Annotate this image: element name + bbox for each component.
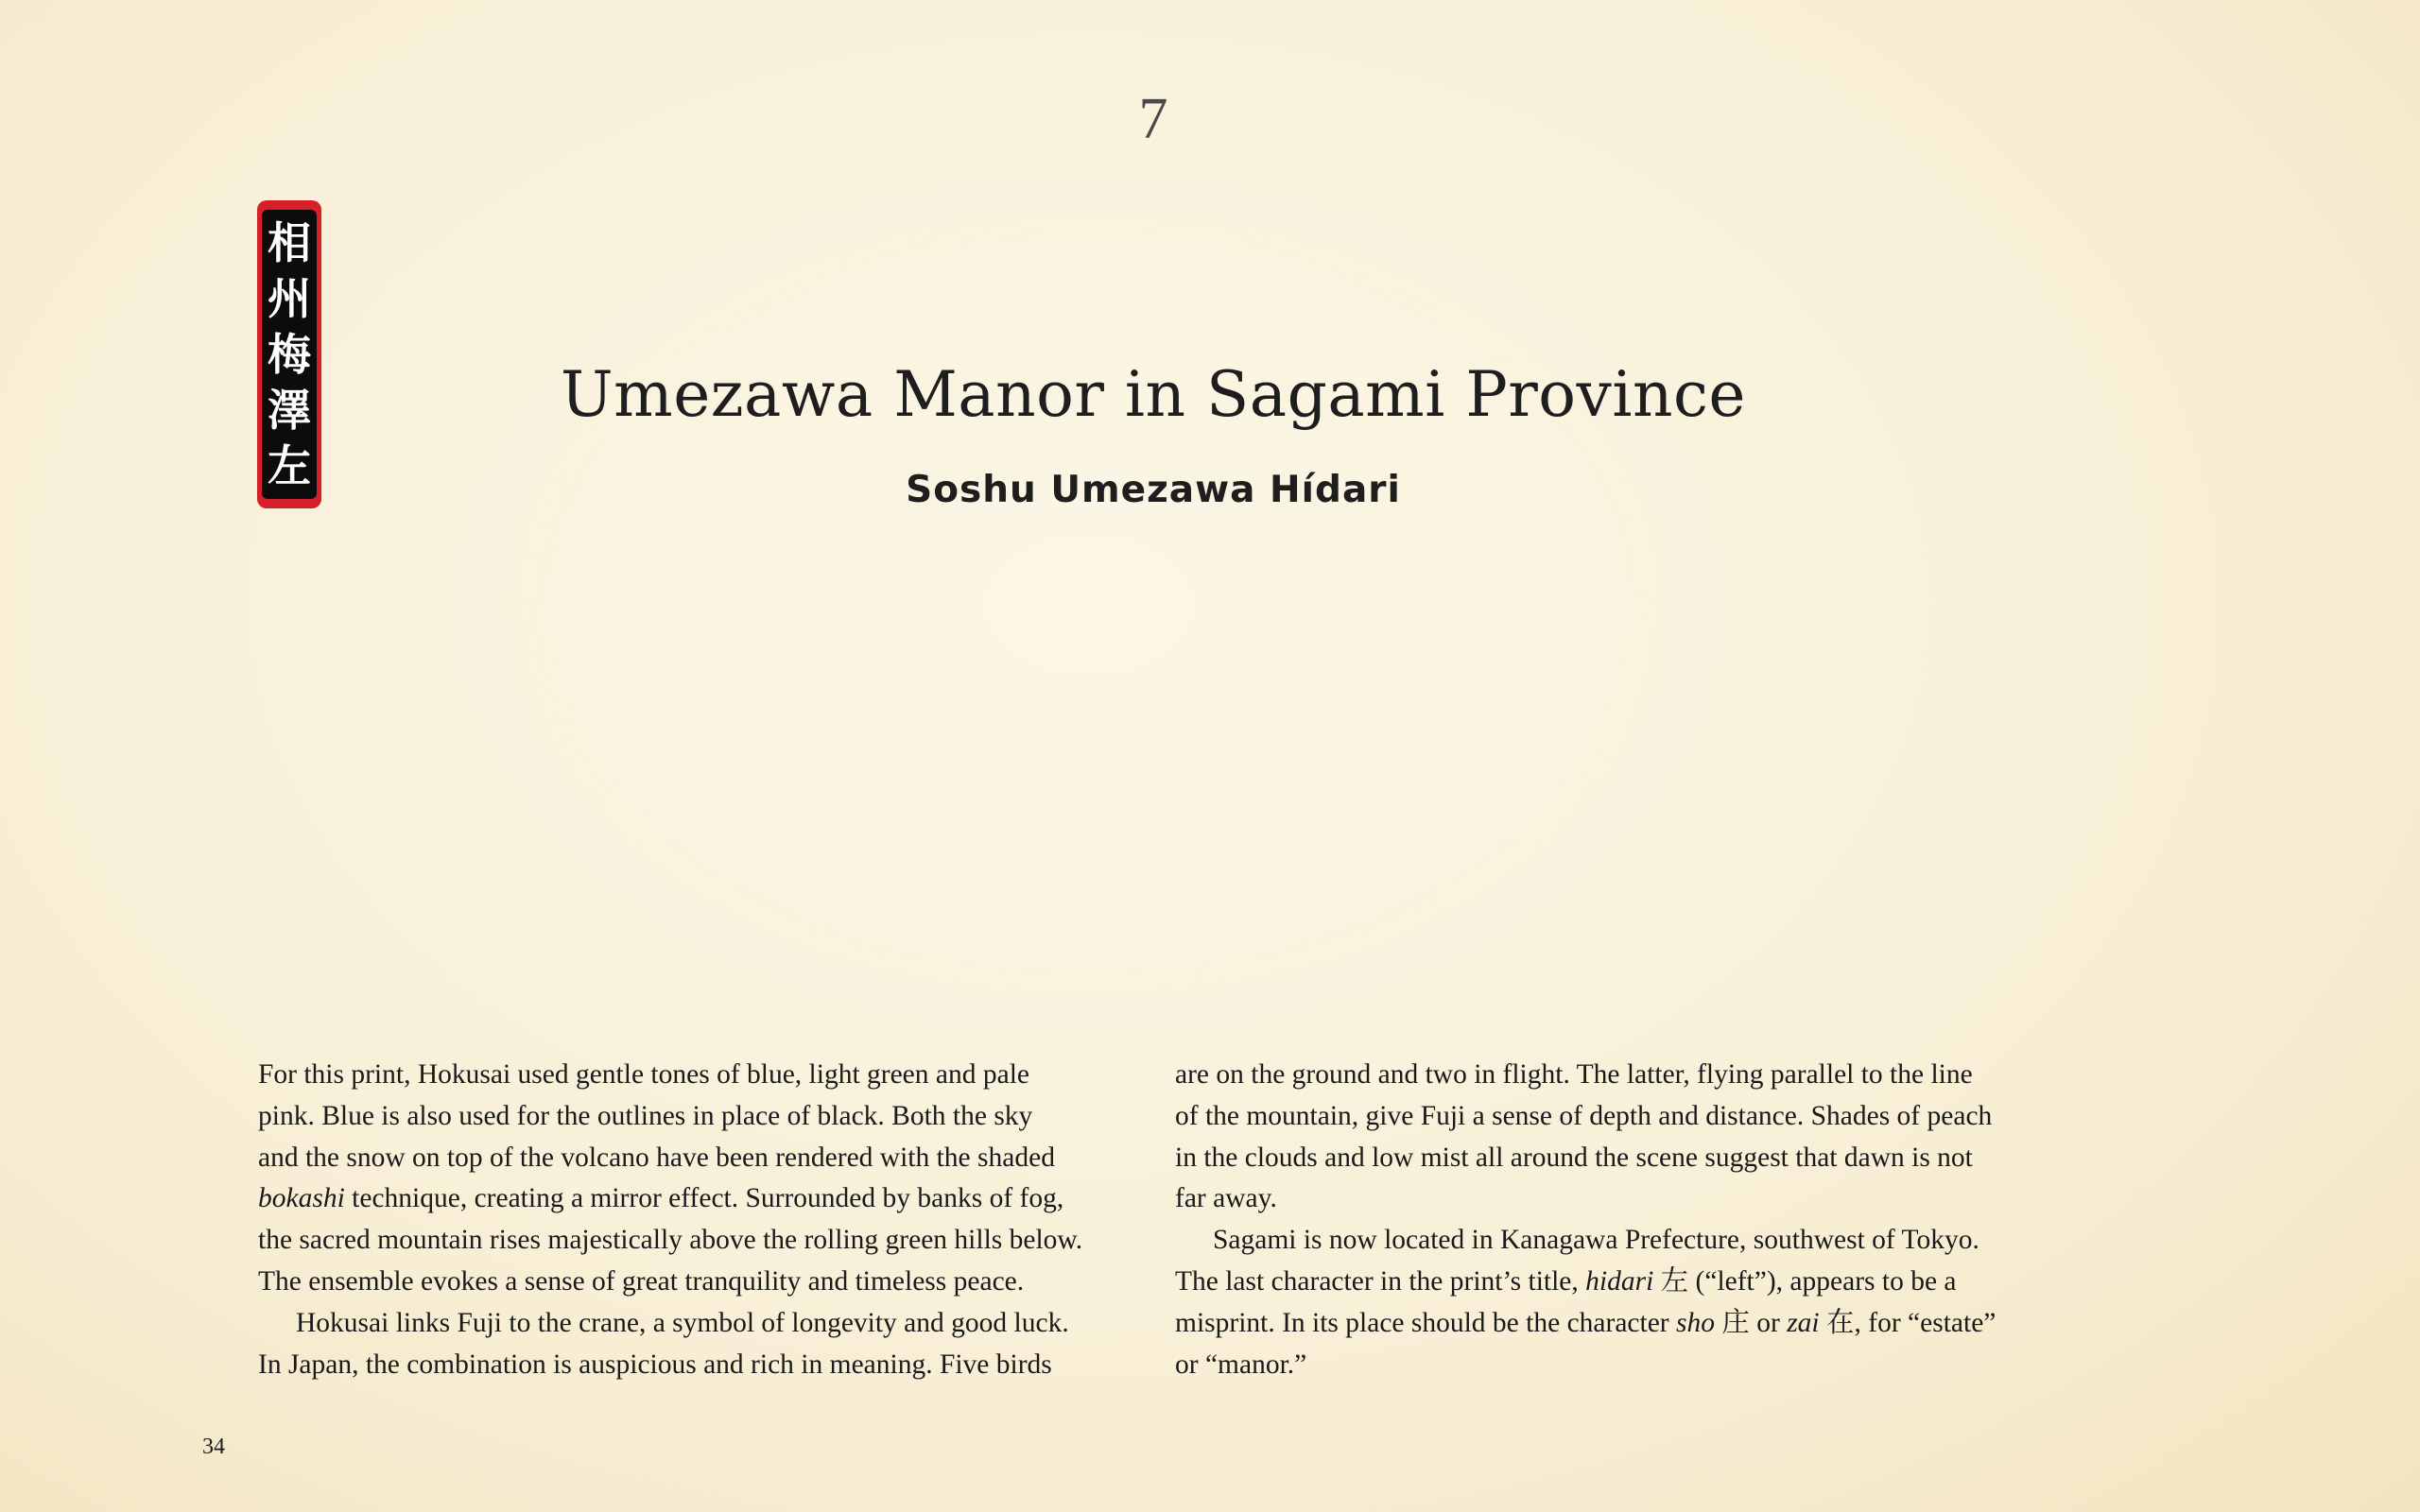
seal-char: 相 [268,217,311,269]
body-line: Sagami is now located in Kanagawa Prefecture, southwest of Tokyo. [1213,1225,1979,1256]
term-bokashi: bokashi [258,1183,345,1214]
body-line: and the snow on top of the volcano have been rendered with the shaded [258,1142,1055,1173]
seal-char: 梅 [268,328,311,380]
body-line: far away. [1175,1183,1277,1214]
term-zai: zai [1787,1307,1820,1338]
chapter-number: 7 [1138,87,1168,151]
body-column-right [1175,1055,2054,1385]
body-line: The last character in the print’s title, hidari 左 (“left”), appears to be a [1175,1265,1957,1297]
body-line: misprint. In its place should be the character sho 庄 or zai 在, for “estate” [1175,1307,1996,1338]
folio-page-number: 34 [202,1435,225,1459]
term-hidari: hidari [1585,1265,1654,1297]
body-line: or “manor.” [1175,1349,1307,1380]
title-seal [257,200,321,508]
body-line: bokashi technique, creating a mirror effect. Surrounded by banks of fog, [258,1183,1064,1214]
body-line: Hokusai links Fuji to the crane, a symbol of longevity and good luck. [296,1307,1069,1338]
seal-char: 澤 [268,384,311,436]
body-line: are on the ground and two in flight. The latter, flying parallel to the line [1175,1059,1973,1090]
body-line: The ensemble evokes a sense of great tranquility and timeless peace. [258,1265,1025,1297]
seal-inner [262,210,317,499]
term-sho: sho [1676,1307,1715,1338]
seal-char: 左 [268,439,311,491]
body-column-left [258,1055,1137,1385]
body-line: pink. Blue is also used for the outlines in place of black. Both the sky [258,1100,1033,1131]
print-title: Umezawa Manor in Sagami Province [561,358,1746,431]
seal-char: 州 [268,273,311,325]
body-line: For this print, Hokusai used gentle tones of blue, light green and pale [258,1059,1030,1090]
print-subtitle: Soshu Umezawa Hídari [906,469,1401,511]
body-line: of the mountain, give Fuji a sense of depth and distance. Shades of peach [1175,1100,1993,1131]
body-line: in the clouds and low mist all around the scene suggest that dawn is not [1175,1142,1973,1173]
body-line: In Japan, the combination is auspicious and rich in meaning. Five birds [258,1349,1052,1380]
body-line: the sacred mountain rises majestically above the rolling green hills below. [258,1225,1083,1256]
